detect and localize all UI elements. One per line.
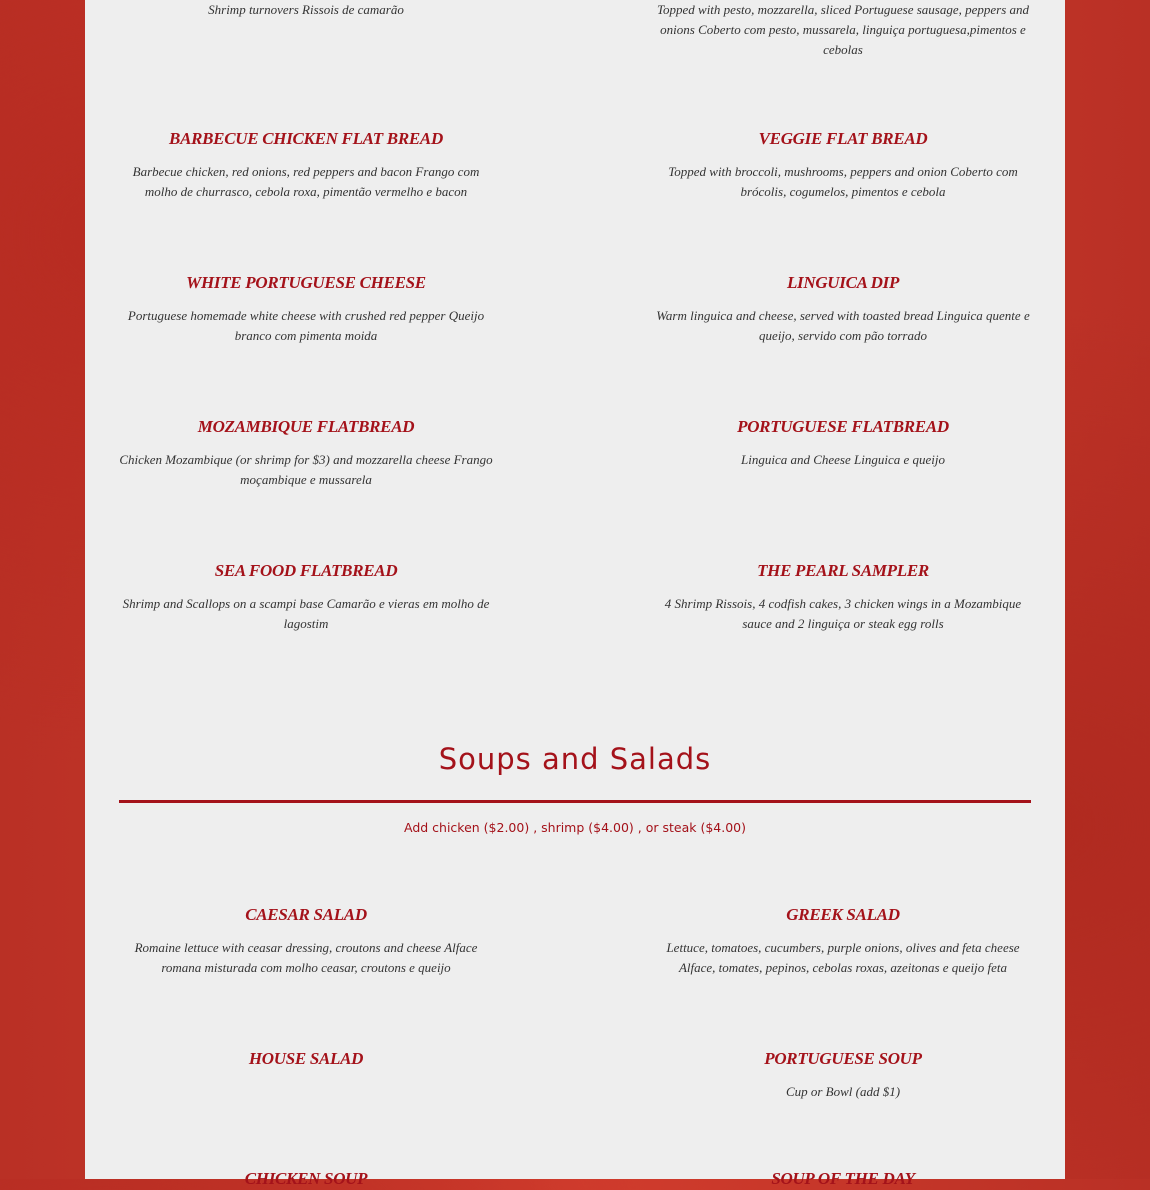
- menu-item-description: Cup or Bowl (add $1): [785, 1084, 901, 1099]
- menu-item-name: PORTUGUESE SOUP: [764, 1049, 922, 1068]
- menu-item-name: BARBECUE CHICKEN FLAT BREAD: [169, 129, 443, 148]
- menu-item-description: 4 Shrimp Rissois, 4 codfish cakes, 3 chicken wings in a Mozambique sauce and 2 linguiça or steak egg rolls: [664, 596, 1022, 631]
- menu-item: [118, 128, 494, 202]
- menu-item: [118, 1048, 494, 1082]
- menu-item-description: Topped with broccoli, mushrooms, peppers and onion Coberto com brócolis, cogumelos, pimentos e cebola: [668, 164, 1018, 199]
- menu-item-description: Lettuce, tomatoes, cucumbers, purple onions, olives and feta cheese Alface, tomates, pepinos, cebolas roxas, azeitonas e queijo feta: [666, 940, 1020, 975]
- menu-item: [655, 904, 1031, 978]
- menu-item-name: VEGGIE FLAT BREAD: [758, 129, 928, 148]
- menu-item: [118, 904, 494, 978]
- menu-item: [655, 128, 1031, 202]
- menu-item-description: Portuguese homemade white cheese with crushed red pepper Queijo branco com pimenta moida: [127, 308, 485, 343]
- menu-item-description: Topped with pesto, mozzarella, sliced Portuguese sausage, peppers and onions Coberto com pesto, mussarela, linguiça portuguesa,pimentos e cebolas: [656, 2, 1030, 57]
- menu-item-name: THE PEARL SAMPLER: [757, 561, 929, 580]
- menu-item-name: MOZAMBIQUE FLATBREAD: [197, 417, 415, 436]
- menu-item: [118, 272, 494, 346]
- menu-item-rissois: [118, 0, 494, 20]
- menu-item-pesto-flatbread: [655, 0, 1031, 60]
- menu-item: [655, 272, 1031, 346]
- menu-item-name: LINGUICA DIP: [786, 273, 900, 292]
- menu-item-name: SEA FOOD FLATBREAD: [214, 561, 398, 580]
- menu-item-description: Romaine lettuce with ceasar dressing, croutons and cheese Alface romana misturada com molho ceasar, croutons e queijo: [134, 940, 478, 975]
- menu-item-name: SOUP OF THE DAY: [771, 1169, 915, 1188]
- menu-item-description: Linguica and Cheese Linguica e queijo: [740, 452, 945, 467]
- menu-item-description: Warm linguica and cheese, served with toasted bread Linguica quente e queijo, servido com pão torrado: [656, 308, 1030, 343]
- section-note: Add chicken ($2.00) , shrimp ($4.00) , or steak ($4.00): [403, 820, 747, 835]
- menu-item: [118, 1168, 494, 1190]
- section-title: Soups and Salads: [438, 742, 712, 776]
- menu-item-description: Shrimp and Scallops on a scampi base Camarão e vieras em molho de lagostim: [122, 596, 490, 631]
- menu-item-name: GREEK SALAD: [786, 905, 900, 924]
- menu-item: [655, 1048, 1031, 1102]
- menu-item: [655, 1168, 1031, 1190]
- menu-item-name: CAESAR SALAD: [245, 905, 367, 924]
- menu-item: [118, 416, 494, 490]
- menu-item: [655, 416, 1031, 470]
- menu-item: [118, 560, 494, 634]
- menu-item-name: WHITE PORTUGUESE CHEESE: [186, 273, 426, 292]
- menu-item-name: HOUSE SALAD: [248, 1049, 364, 1068]
- menu-item-name: CHICKEN SOUP: [244, 1169, 368, 1188]
- menu-item-name: PORTUGUESE FLATBREAD: [737, 417, 949, 436]
- menu-item: [655, 560, 1031, 634]
- section-divider: [119, 800, 1031, 803]
- menu-item-description: Shrimp turnovers Rissois de camarão: [208, 2, 404, 17]
- menu-item-description: Chicken Mozambique (or shrimp for $3) and mozzarella cheese Frango moçambique e mussarela: [119, 452, 493, 487]
- menu-item-description: Barbecue chicken, red onions, red peppers and bacon Frango com molho de churrasco, cebola roxa, pimentão vermelho e bacon: [132, 164, 480, 199]
